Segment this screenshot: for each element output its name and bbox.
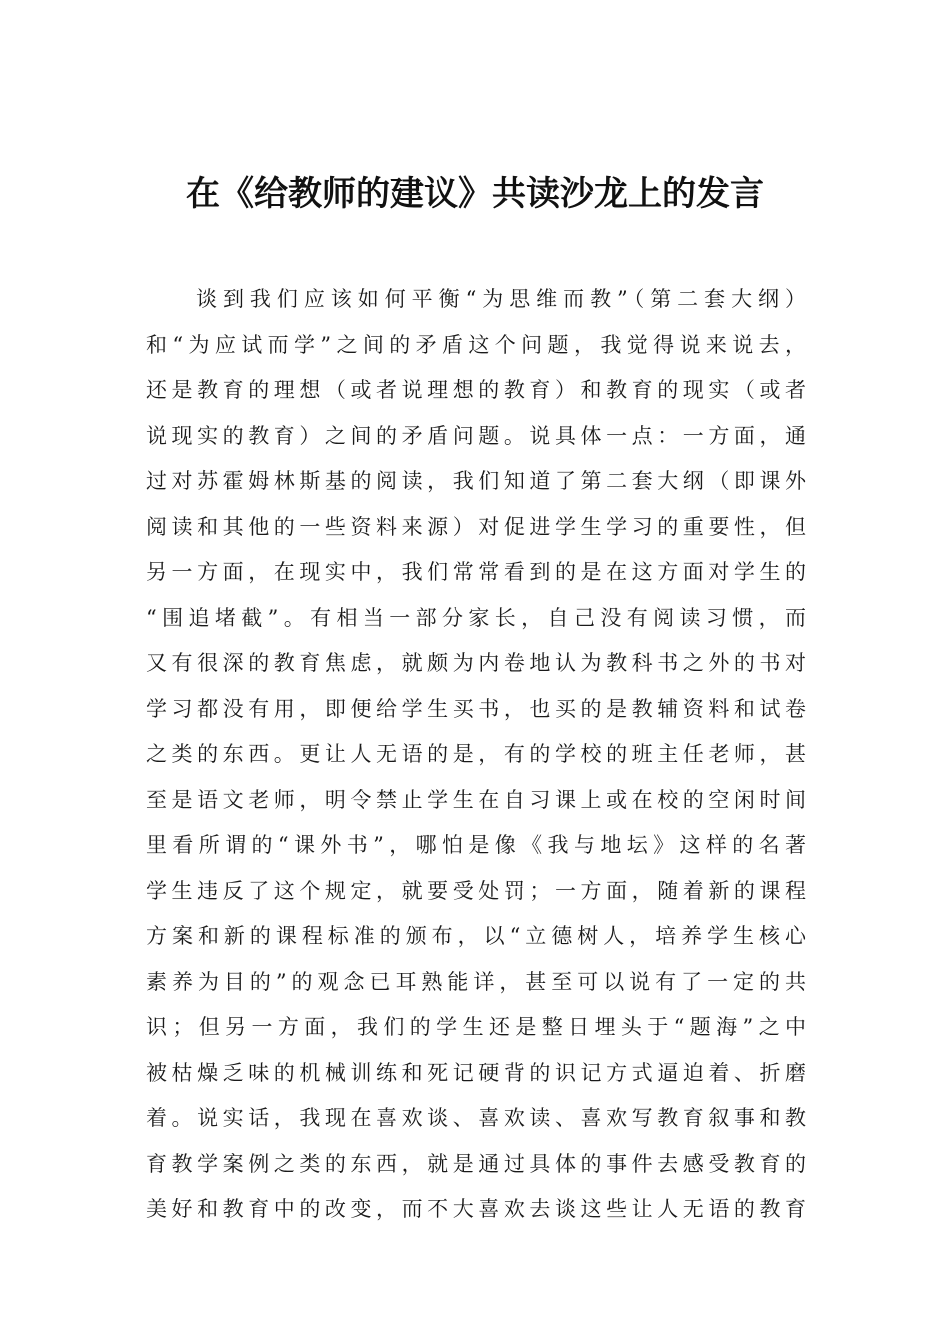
- paragraph-line: 育教学案例之类的东西，就是通过具体的事件去感受教育的: [146, 1151, 806, 1176]
- paragraph-line: 方案和新的课程标准的颁布，以“立德树人，培养学生核心: [146, 924, 806, 948]
- paragraph-line: 里看所谓的“课外书”，哪怕是像《我与地坛》这样的名著: [146, 833, 806, 857]
- paragraph-line: “围追堵截”。有相当一部分家长，自己没有阅读习惯，而: [146, 605, 806, 630]
- paragraph-line: 另一方面，在现实中，我们常常看到的是在这方面对学生的: [146, 560, 806, 584]
- paragraph-line: 说现实的教育）之间的矛盾问题。说具体一点：一方面，通: [146, 423, 806, 448]
- paragraph-line: 至是语文老师，明令禁止学生在自习课上或在校的空闲时间: [146, 787, 806, 812]
- paragraph-line: 识；但另一方面，我们的学生还是整日埋头于“题海”之中: [146, 1015, 806, 1039]
- document-title: 在《给教师的建议》共读沙龙上的发言: [186, 174, 764, 214]
- paragraph-line: 又有很深的教育焦虑，就颇为内卷地认为教科书之外的书对: [146, 651, 806, 675]
- paragraph-line: 学习都没有用，即便给学生买书，也买的是教辅资料和试卷: [146, 696, 806, 721]
- paragraph-line: 学生违反了这个规定，就要受处罚；一方面，随着新的课程: [146, 878, 806, 903]
- paragraph-line: 过对苏霍姆林斯基的阅读，我们知道了第二套大纲（即课外: [146, 469, 806, 493]
- paragraph-line: 被枯燥乏味的机械训练和死记硬背的识记方式逼迫着、折磨: [146, 1060, 806, 1085]
- paragraph-line: 阅读和其他的一些资料来源）对促进学生学习的重要性，但: [146, 514, 806, 539]
- paragraph-line: 谈到我们应该如何平衡“为思维而教”（第二套大纲）: [196, 287, 806, 311]
- paragraph-line: 还是教育的理想（或者说理想的教育）和教育的现实（或者: [146, 378, 806, 402]
- paragraph-line: 着。说实话，我现在喜欢谈、喜欢读、喜欢写教育叙事和教: [146, 1106, 806, 1130]
- paragraph-line: 美好和教育中的改变，而不大喜欢去谈这些让人无语的教育: [146, 1197, 806, 1221]
- paragraph-line: 之类的东西。更让人无语的是，有的学校的班主任老师，甚: [146, 742, 806, 766]
- paragraph-line: 和“为应试而学”之间的矛盾这个问题，我觉得说来说去，: [146, 332, 806, 357]
- paragraph-line: 素养为目的”的观念已耳熟能详，甚至可以说有了一定的共: [146, 969, 806, 994]
